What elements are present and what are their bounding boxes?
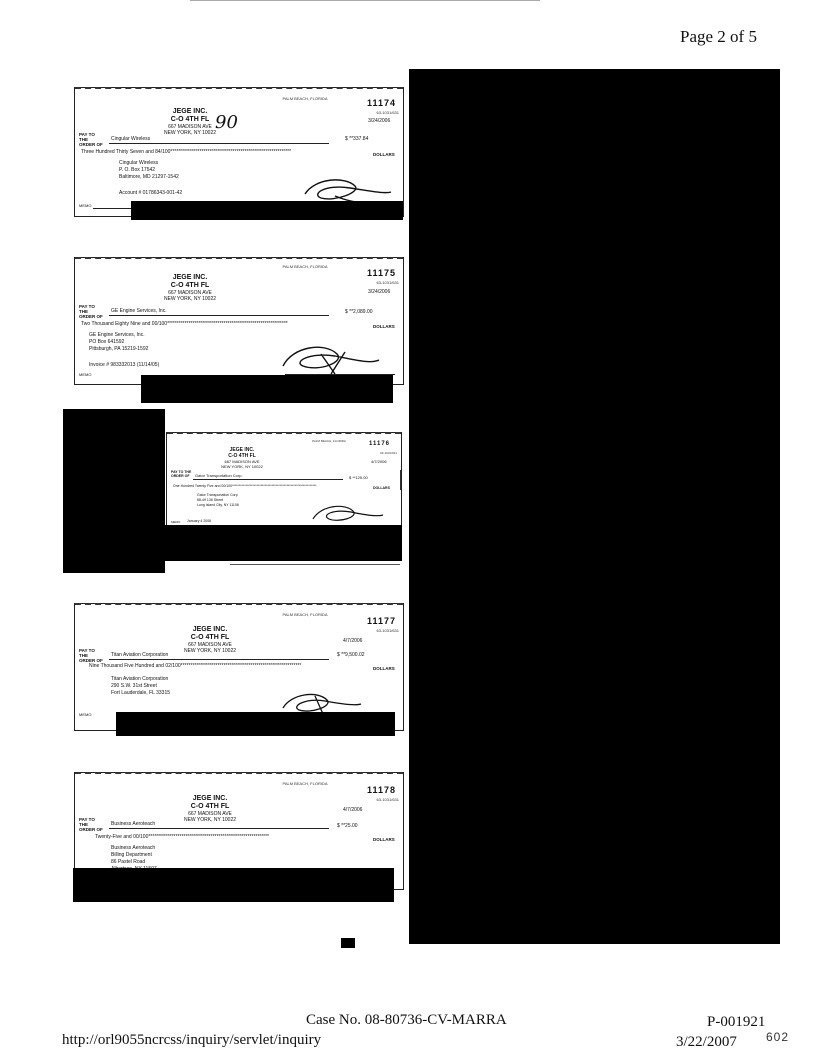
company-address-2: 667 MADISON AVE [168,124,212,130]
payee-line [193,479,343,480]
company-name: JEGE INC. [192,626,228,633]
bank-name: PALM BEACH, FLORIDA [282,96,328,101]
memo-label: MEMO [79,203,92,208]
payee-line [109,659,329,660]
redaction-small-square [341,938,355,948]
payee-address: Cingular Wireless P. O. Box 17542 Baltimore, MD 21297-1542 [119,160,179,180]
company-name: JEGE INC. [192,795,228,802]
memo-label: MEMO [171,520,181,524]
signature [307,501,387,527]
company-address-2: 667 MADISON AVE [188,811,232,817]
redaction-bar-check-2 [141,375,393,403]
check-amount: $ **25.00 [337,823,358,829]
dollars-label: DOLLARS [373,666,395,671]
pay-to-label: PAY TO THE ORDER OF [79,648,103,663]
perforation [167,432,401,438]
company-address-1: C-O 4TH FL [190,803,230,810]
routing-number: 63-1031/631 [376,110,399,115]
routing-number: 63-1031/631 [380,451,397,455]
check-date: 4/7/2006 [371,459,387,464]
company-address-1: C-O 4TH FL [190,634,230,641]
check-amount: $ **125.00 [349,475,368,480]
check-number: 11174 [367,98,397,108]
payee-name: Cingular Wireless [111,136,151,142]
company-name: JEGE INC. [229,447,255,453]
redaction-block-right [409,69,780,944]
company-address-1: C-O 4TH FL [170,116,210,123]
payee-name: Titan Aviation Corporation [111,652,169,658]
company-address-3: NEW YORK, NY 10022 [163,296,217,302]
company-address-1: C-O 4TH FL [228,453,256,459]
payee-name: Gator Transportation Corp. [195,473,243,478]
check-amount: $ **2,089.00 [345,309,373,315]
company-address-3: NEW YORK, NY 10022 [163,130,217,136]
memo-label: MEMO [79,372,92,377]
perforation [75,772,403,778]
memo-reference: Account # 01786343-001-42 [119,190,183,196]
redaction-bar-check-3 [165,525,402,561]
memo-reference: Invoice # 983332013 (11/14/05) [89,362,160,368]
company-block [165,626,255,654]
payee-name: Business Aeroteach [111,821,156,827]
signature [275,340,385,376]
check-number: 11178 [367,785,397,795]
check-amount: $ **9,500.02 [337,652,365,658]
check-number: 11176 [369,441,391,447]
check-edge-mark [400,470,401,490]
company-address-2: 667 MADISON AVE [224,459,260,464]
dollars-label: DOLLARS [373,324,395,329]
check-date: 3/24/2006 [368,118,391,124]
bank-name: PALM BEACH, FLORIDA [282,612,328,617]
routing-number: 63-1031/631 [376,280,399,285]
company-block [145,274,235,302]
top-rule [190,0,540,1]
check-number: 11177 [367,616,397,626]
pay-to-label: PAY TO THE ORDER OF [79,132,103,147]
print-date: 3/22/2007 [676,1034,737,1050]
page-number: Page 2 of 5 [680,27,757,46]
amount-in-words: Two Thousand Eighty Nine and 00/100************************************************************** [81,321,288,327]
case-number: Case No. 08-80736-CV-MARRA [306,1012,507,1028]
payee-address: Gator Transportation Corp 88-49 136 Street Long Island City, NY 11106 [197,493,239,507]
handwritten-annotation: 90 [215,112,238,133]
company-address-3: NEW YORK, NY 10022 [221,464,263,469]
bates-number: P-001921 [707,1014,766,1030]
check-11175 [74,257,404,385]
bank-name: PALM BEACH, FLORIDA [282,264,328,269]
redaction-bar-check-1 [131,201,403,220]
redaction-bar-check-5 [73,868,394,902]
perforation [75,87,403,93]
payee-address: Business Aeroteach Billing Department 86 Pastel Road [111,845,156,865]
check-number: 11175 [367,268,397,278]
pay-to-label: PAY TO THE ORDER OF [79,817,103,832]
payee-line [109,315,329,316]
redaction-block-left-check-3 [63,409,165,573]
amount-in-words: Nine Thousand Five Hundred and 02/100************************************************************** [89,663,302,669]
amount-in-words: Twenty-Five and 00/100************************************************************** [95,834,270,840]
company-address-3: NEW YORK, NY 10022 [183,648,237,654]
company-address-2: 667 MADISON AVE [168,290,212,296]
dollars-label: DOLLARS [373,486,390,490]
routing-number: 63-1031/631 [376,628,399,633]
company-address-2: 667 MADISON AVE [188,642,232,648]
check-11176 [166,432,402,528]
dollars-label: DOLLARS [373,837,395,842]
company-address-3: NEW YORK, NY 10022 [183,817,237,823]
perforation [75,257,403,263]
payee-line [109,828,329,829]
memo-reference: January 4 2006 [187,519,212,523]
company-name: JEGE INC. [172,108,208,115]
company-block [165,795,255,823]
memo-label: MEMO [79,712,92,717]
check-date: 3/24/2006 [368,289,391,295]
amount-in-words: One Hundred Twenty Five and 00/100************************************************************** [173,484,317,488]
pay-to-label: PAY TO THE ORDER OF [171,470,192,478]
pay-to-label: PAY TO THE ORDER OF [79,304,103,319]
bank-name: PALM BEACH, FLORIDA [282,781,328,786]
check-11174 [74,87,404,217]
payee-address: GE Engine Services, Inc. PO Box 641592 Pittsburgh, PA 15219-1592 [89,332,149,352]
company-block [207,447,277,469]
dollars-label: DOLLARS [373,152,395,157]
page-stamp: 602 [766,1030,790,1044]
check-bottom-rule [230,564,400,565]
amount-in-words: Three Hundred Thirty Seven and 84/100************************************************************** [81,149,292,155]
check-date: 4/7/2006 [343,638,363,644]
payee-address: Titan Aviation Corporation 290 S.W. 31st Street Fort Lauderdale, FL 33315 [111,676,171,696]
company-address-1: C-O 4TH FL [170,282,210,289]
perforation [75,603,403,609]
redaction-bar-check-4 [116,712,395,736]
payee-name: GE Engine Services, Inc. [111,308,167,314]
check-amount: $ **337.84 [345,136,369,142]
payee-line [109,143,329,144]
routing-number: 63-1031/631 [376,797,399,802]
check-date: 4/7/2006 [343,807,363,813]
bank-name: PALM BEACH, FLORIDA [312,439,346,443]
company-name: JEGE INC. [172,274,208,281]
source-url: http://orl9055ncrcss/inquiry/servlet/inquiry [62,1032,322,1048]
